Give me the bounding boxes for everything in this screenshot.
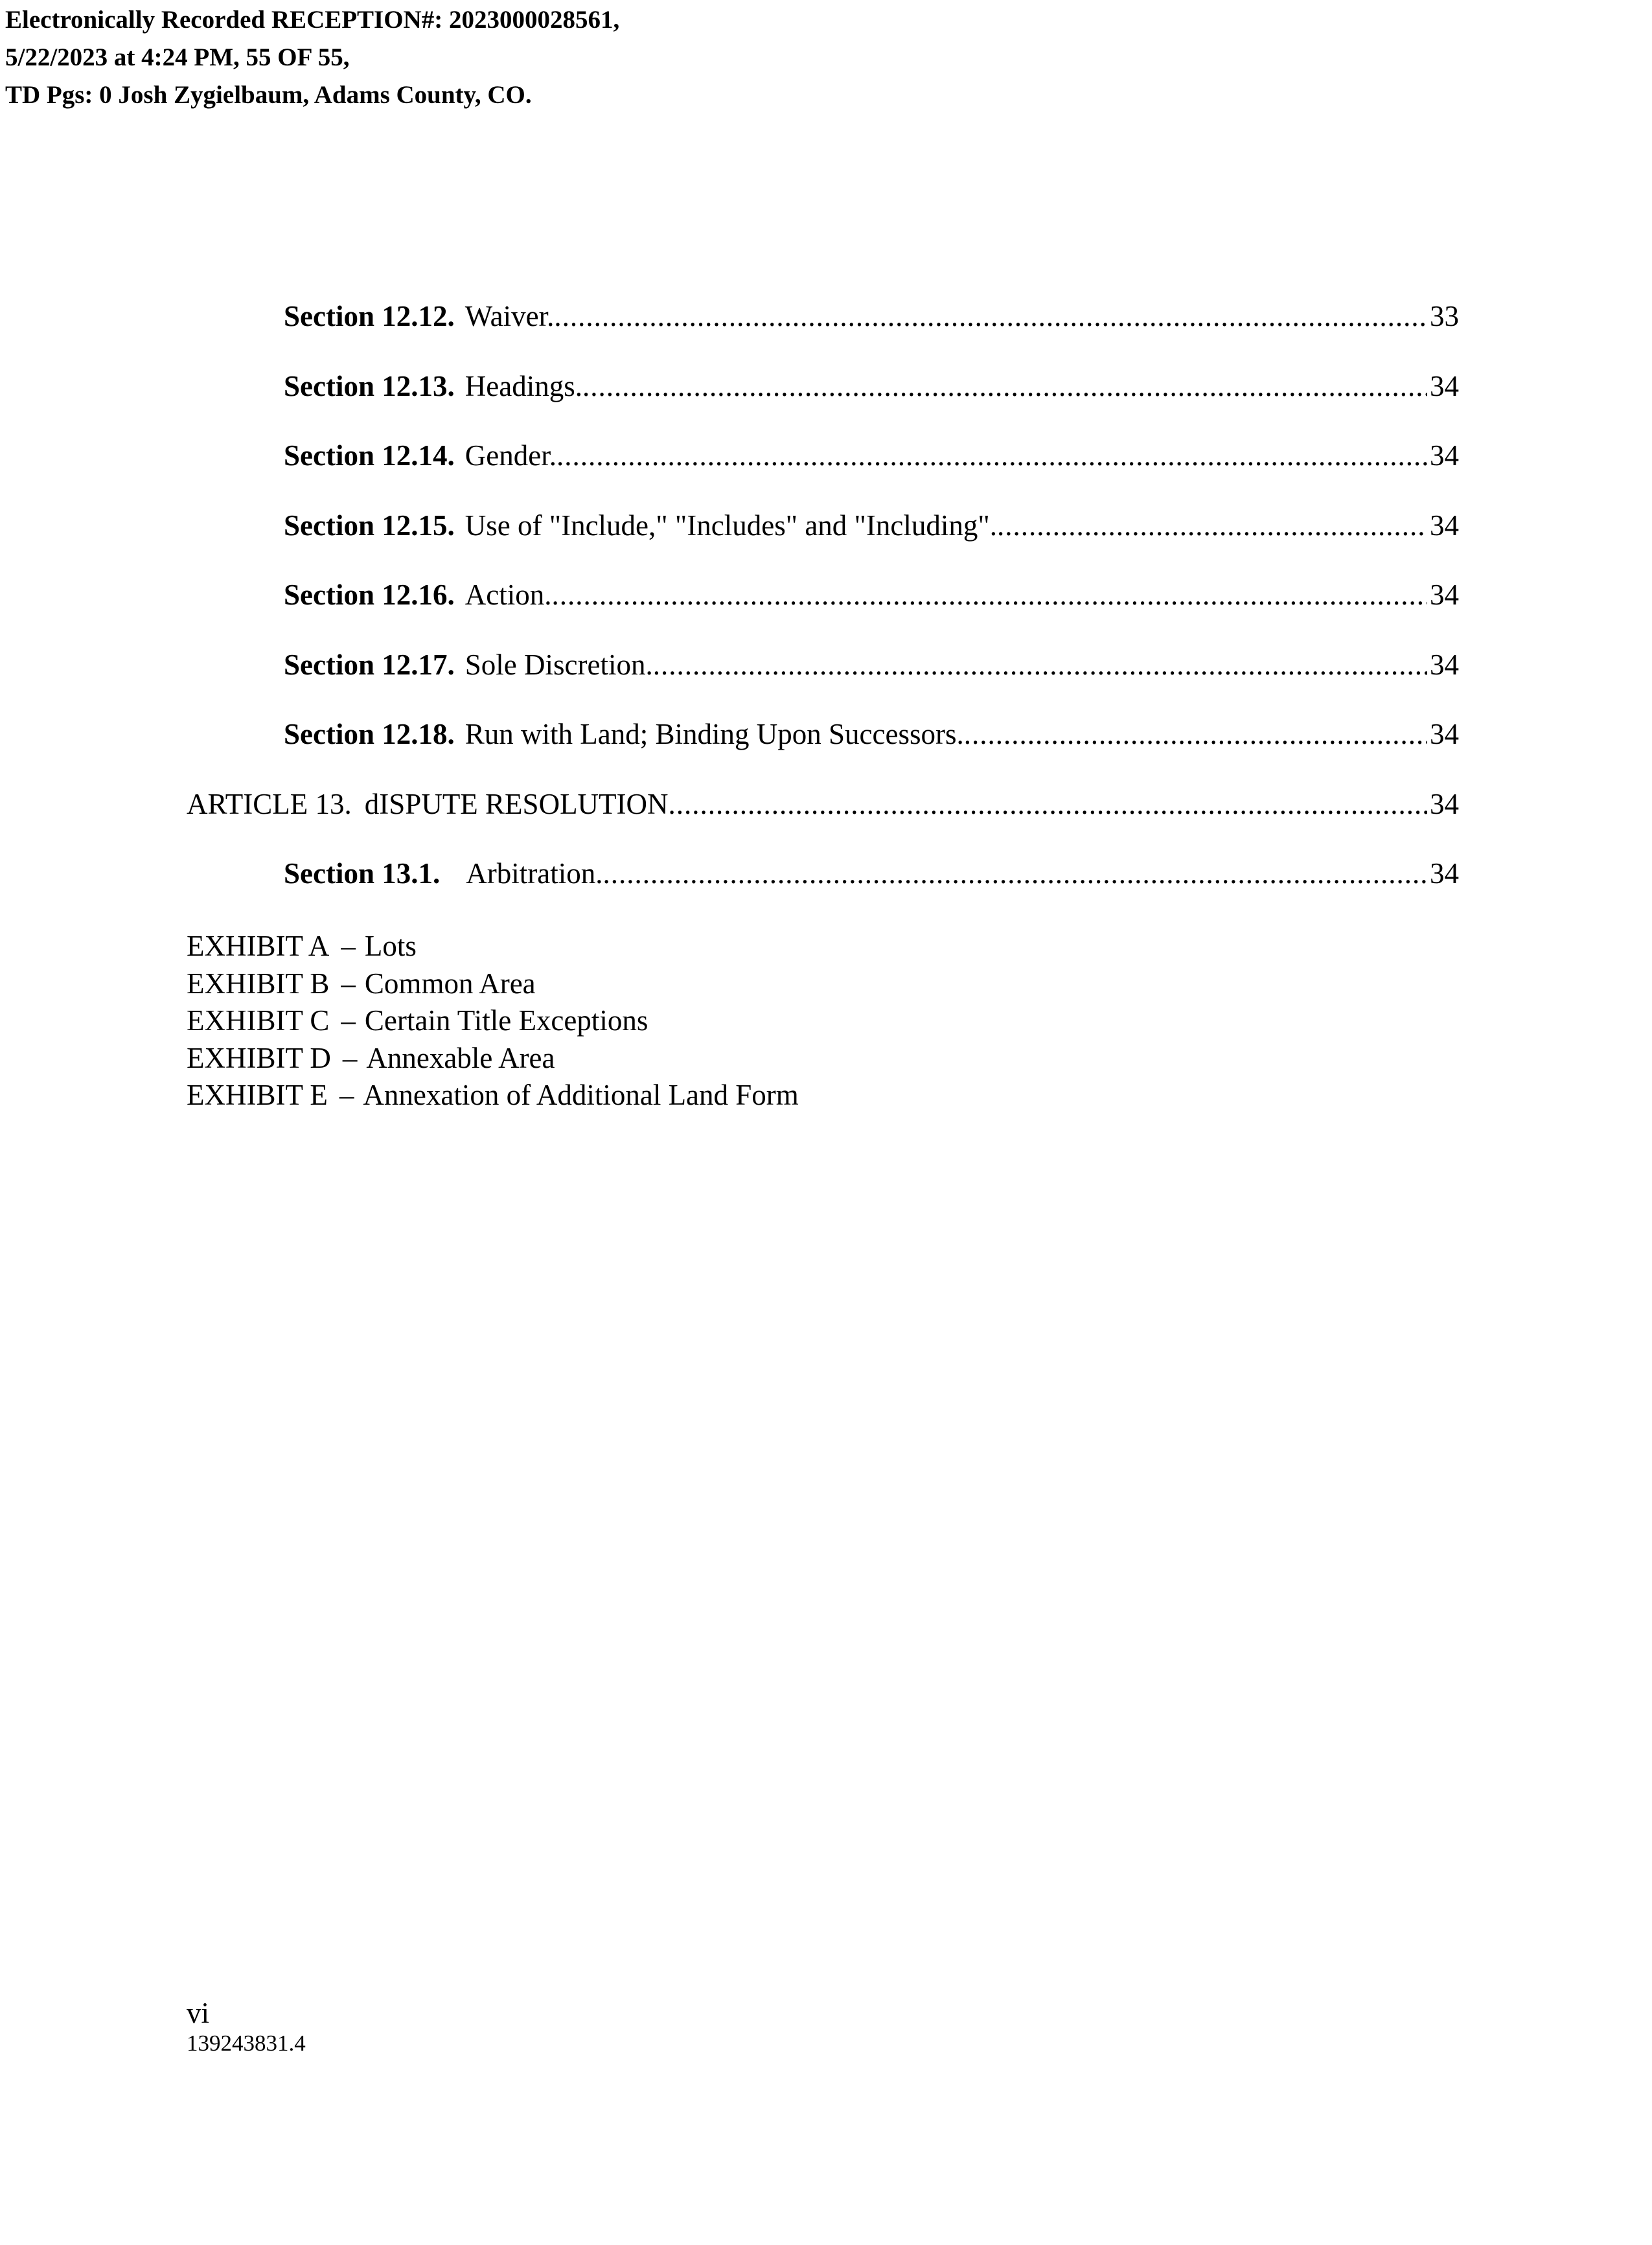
- recording-stamp-line-2: 5/22/2023 at 4:24 PM, 55 OF 55,: [5, 43, 350, 71]
- toc-entry-title: Arbitration.: [466, 857, 603, 890]
- toc-entry[interactable]: [187, 439, 1459, 509]
- exhibit-label: EXHIBIT A: [187, 930, 330, 962]
- toc-entry[interactable]: [187, 299, 1459, 369]
- toc-entry-page: 34: [1430, 857, 1459, 890]
- toc-entry-number: Section 12.14.: [284, 439, 455, 472]
- toc-leader-dots: [551, 578, 1427, 612]
- toc-entry-number: Section 12.16.: [284, 579, 455, 611]
- exhibit-item[interactable]: [187, 928, 799, 965]
- exhibit-title: Annexation of Additional Land Form: [363, 1079, 799, 1111]
- toc-entry-number: Section 12.13.: [284, 369, 455, 402]
- exhibit-dash: –: [341, 930, 356, 962]
- toc-entry[interactable]: [187, 578, 1459, 648]
- toc-leader-dots: [556, 439, 1427, 472]
- toc-entry-page: 34: [1430, 369, 1459, 402]
- toc-entry-title: Use of "Include," "Includes" and "Including".: [465, 509, 997, 542]
- document-id: 139243831.4: [187, 2031, 306, 2056]
- toc-entry-title: Headings.: [465, 369, 582, 402]
- toc-entry-page: 34: [1430, 718, 1459, 750]
- toc-leader-dots: [582, 369, 1427, 403]
- toc-entry-page: 34: [1430, 787, 1459, 820]
- toc-entry-number: Section 12.18.: [284, 718, 455, 750]
- exhibit-label: EXHIBIT C: [187, 1004, 330, 1037]
- exhibit-title: Certain Title Exceptions: [364, 1004, 648, 1037]
- exhibit-item[interactable]: [187, 1002, 799, 1040]
- toc-entry-number: Section 13.1.: [284, 857, 441, 890]
- toc-entry-title: Waiver.: [465, 300, 555, 332]
- toc-leader-dots: [554, 299, 1427, 333]
- exhibit-label: EXHIBIT B: [187, 967, 330, 1000]
- toc-entry-page: 34: [1430, 439, 1459, 472]
- toc-entry-page: 34: [1430, 579, 1459, 611]
- table-of-contents: [187, 299, 1459, 927]
- exhibit-label: EXHIBIT D: [187, 1041, 331, 1074]
- toc-entry[interactable]: [187, 857, 1459, 927]
- recording-stamp-line-3: TD Pgs: 0 Josh Zygielbaum, Adams County, CO.: [5, 81, 532, 109]
- toc-entry-title: Action.: [465, 579, 552, 611]
- toc-entry[interactable]: [187, 369, 1459, 439]
- toc-entry-number: Section 12.17.: [284, 648, 455, 681]
- page-number: vi: [187, 1997, 210, 2029]
- exhibit-list: [187, 928, 799, 1114]
- exhibit-dash: –: [341, 967, 356, 1000]
- toc-entry-title: Gender.: [465, 439, 556, 472]
- toc-entry[interactable]: [187, 648, 1459, 718]
- toc-leader-dots: [602, 857, 1427, 890]
- toc-entry-page: 34: [1430, 648, 1459, 681]
- toc-entry[interactable]: [187, 717, 1459, 787]
- toc-leader-dots: [669, 787, 1427, 821]
- exhibit-label: EXHIBIT E: [187, 1079, 328, 1111]
- recording-stamp-line-1: Electronically Recorded RECEPTION#: 2023000028561,: [5, 6, 620, 34]
- toc-leader-dots: [653, 648, 1427, 682]
- exhibit-title: Annexable Area: [366, 1041, 555, 1074]
- toc-article-entry[interactable]: [187, 787, 1459, 857]
- page-footer: [187, 1997, 306, 2058]
- exhibit-dash: –: [339, 1079, 354, 1111]
- recording-stamp: [5, 1, 619, 114]
- exhibit-title: Lots: [364, 930, 417, 962]
- toc-entry-page: 33: [1430, 300, 1459, 332]
- toc-entry-number: Section 12.15.: [284, 509, 455, 542]
- exhibit-item[interactable]: [187, 1040, 799, 1077]
- toc-entry-page: 34: [1430, 509, 1459, 542]
- toc-entry[interactable]: [187, 509, 1459, 579]
- exhibit-item[interactable]: [187, 965, 799, 1003]
- toc-entry-title: dISPUTE RESOLUTION: [364, 787, 669, 820]
- exhibit-title: Common Area: [364, 967, 536, 1000]
- toc-entry-title: Run with Land; Binding Upon Successors.: [465, 718, 964, 750]
- toc-entry-number: Section 12.12.: [284, 300, 455, 332]
- exhibit-item[interactable]: [187, 1077, 799, 1114]
- exhibit-dash: –: [342, 1041, 358, 1074]
- toc-entry-title: Sole Discretion.: [465, 648, 653, 681]
- exhibit-dash: –: [341, 1004, 356, 1037]
- toc-leader-dots: [997, 509, 1427, 542]
- toc-entry-number: ARTICLE 13.: [187, 787, 352, 820]
- toc-leader-dots: [964, 717, 1427, 751]
